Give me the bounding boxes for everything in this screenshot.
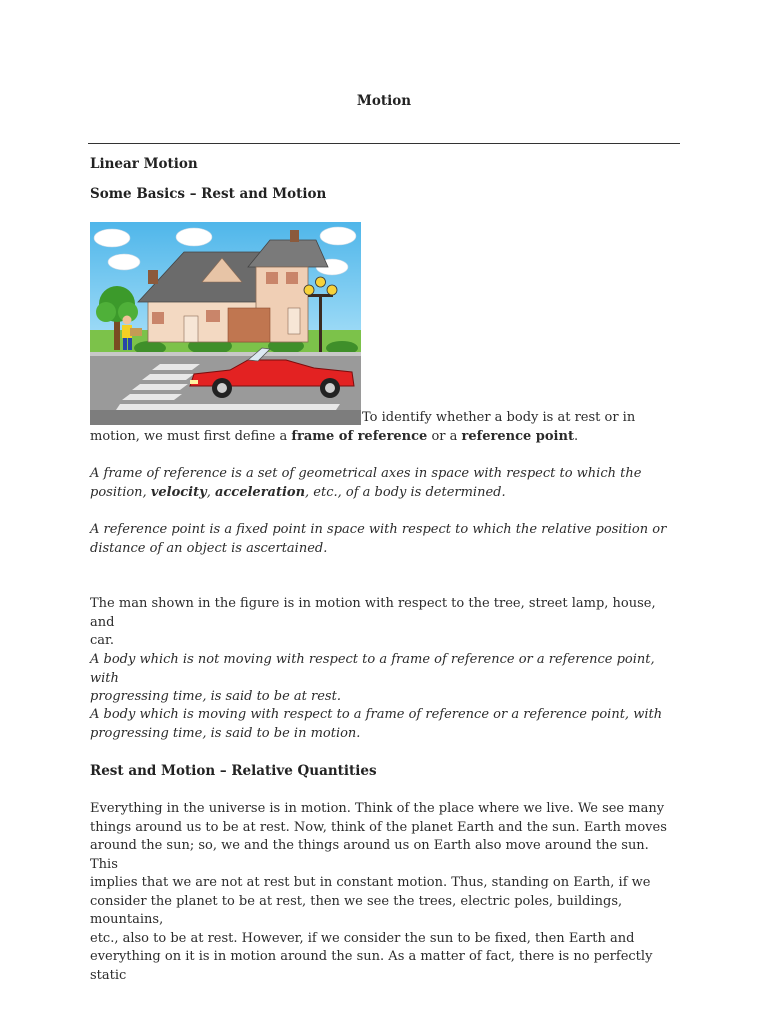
intro-first-line: To identify whether a body is at rest or in bbox=[362, 410, 636, 425]
page-title: Motion bbox=[356, 93, 412, 109]
title-divider bbox=[88, 143, 680, 144]
motion-illustration bbox=[90, 222, 361, 425]
motion-definition: A body which is moving with respect to a frame of reference or a reference point, with progressing time, is said to be in motion. bbox=[90, 707, 663, 741]
heading-relative-quantities: Rest and Motion – Relative Quantities bbox=[90, 763, 377, 779]
kerb bbox=[90, 352, 361, 356]
term-acceleration: acceleration bbox=[214, 484, 306, 500]
heading-linear-motion: Linear Motion bbox=[90, 156, 198, 172]
frame-of-reference-definition: A frame of reference is a set of geometrical axes in space with respect to which the position, velocity, acceleration, etc., of a body is determined. bbox=[90, 466, 642, 500]
term-velocity: velocity bbox=[150, 484, 207, 500]
term-frame-of-reference: frame of reference bbox=[291, 429, 428, 444]
intro-second-line: motion, we must first define a frame of reference or a reference point. bbox=[90, 429, 579, 444]
rest-definition: A body which is not moving with respect to a frame of reference or a reference point, with progressing time, is said to be at rest. bbox=[90, 652, 655, 704]
reference-point-definition: A reference point is a fixed point in space with respect to which the relative position or distance of an object is ascertained. bbox=[90, 522, 667, 556]
heading-basics: Some Basics – Rest and Motion bbox=[90, 186, 327, 202]
universe-paragraph: Everything in the universe is in motion. Think of the place where we live. We see many things around us to be at rest. Now, think of the planet Earth and the sun. Earth moves around the sun; so, we and the things around us on Earth also move around the sun. This implies that we are not at rest but in constant motion. Thus, standing on Earth, if we consider the planet to be at rest, then we see the trees, electric poles, buildings, mountains, etc., also to be at rest. However, if we consider the sun to be fixed, then Earth and everything on it is in motion around the sun. As a matter of fact, there is no perfectly static bbox=[90, 801, 667, 983]
man-in-motion-paragraph: The man shown in the figure is in motion with respect to the tree, street lamp, house, and car. bbox=[90, 596, 656, 648]
term-reference-point: reference point bbox=[461, 429, 574, 444]
